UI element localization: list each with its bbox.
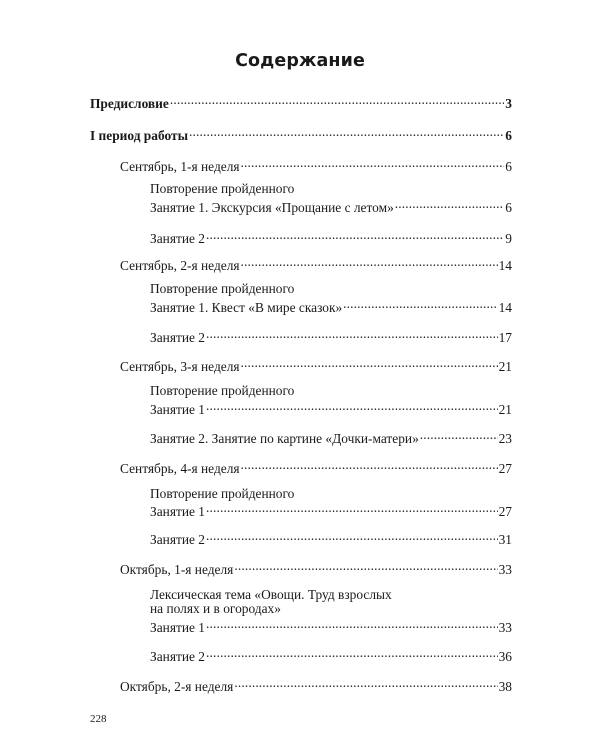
toc-leader	[241, 355, 498, 371]
toc-entry[interactable]	[150, 196, 512, 216]
toc-entry[interactable]	[150, 296, 512, 316]
toc-entry-page: 6	[505, 128, 512, 143]
toc-leader	[206, 645, 498, 661]
toc-entry-text: Занятие 2	[150, 532, 205, 547]
toc-entry[interactable]	[150, 326, 512, 346]
toc-entry-page: 38	[498, 679, 512, 694]
page-title: Содержание	[235, 51, 365, 71]
toc-entry[interactable]	[150, 616, 512, 636]
toc-leader	[234, 675, 497, 691]
toc-leader	[420, 427, 498, 443]
toc-entry-page: 17	[498, 330, 512, 345]
toc-entry[interactable]	[150, 227, 512, 247]
toc-leader	[343, 296, 497, 312]
toc-entry[interactable]	[90, 92, 512, 112]
toc-entry[interactable]	[90, 124, 512, 144]
toc-leader	[395, 196, 505, 212]
toc-entry-text: Сентябрь, 2-я неделя	[120, 258, 240, 273]
toc-entry-text: Занятие 1	[150, 504, 205, 519]
toc-entry-page: 27	[498, 504, 512, 519]
toc-entry-page: 33	[498, 620, 512, 635]
toc-entry-page: 6	[505, 159, 512, 174]
page-number: 228	[90, 713, 107, 725]
toc-entry-heading: на полях и в огородах»	[150, 601, 281, 616]
toc-entry-text: Занятие 2	[150, 649, 205, 664]
toc-leader	[234, 558, 497, 574]
toc-entry-text: Занятие 1	[150, 402, 205, 417]
toc-entry-page: 14	[498, 258, 512, 273]
toc-entry[interactable]	[120, 675, 512, 695]
toc-leader	[206, 227, 504, 243]
toc-entry-heading: Лексическая тема «Овощи. Труд взрослых	[150, 587, 392, 602]
toc-leader	[241, 155, 505, 171]
toc-entry[interactable]	[150, 427, 512, 447]
toc-leader	[170, 92, 504, 108]
toc-entry-page: 21	[498, 359, 512, 374]
toc-leader	[241, 254, 498, 270]
toc-entry-page: 9	[505, 231, 512, 246]
toc-entry-page: 3	[505, 96, 512, 111]
toc-entry-page: 36	[498, 649, 512, 664]
toc-entry[interactable]	[150, 500, 512, 520]
toc-entry[interactable]	[120, 355, 512, 375]
toc-entry-text: Сентябрь, 3-я неделя	[120, 359, 240, 374]
toc-leader	[206, 528, 498, 544]
toc-entry-page: 23	[498, 431, 512, 446]
toc-entry-text: Предисловие	[90, 96, 169, 111]
toc-entry-page: 14	[498, 300, 512, 315]
toc-entry[interactable]	[120, 155, 512, 175]
toc-leader	[206, 616, 498, 632]
toc-leader	[189, 124, 504, 140]
toc-entry-page: 6	[505, 200, 512, 215]
toc-entry-page: 27	[498, 461, 512, 476]
toc-entry[interactable]	[120, 558, 512, 578]
toc-entry-page: 33	[498, 562, 512, 577]
toc-entry-heading: Повторение пройденного	[150, 486, 295, 501]
toc-entry-text: Занятие 2. Занятие по картине «Дочки-матери»	[150, 431, 419, 446]
toc-entry-text: Сентябрь, 1-я неделя	[120, 159, 240, 174]
toc-leader	[241, 457, 498, 473]
toc-entry-text: Занятие 1. Экскурсия «Прощание с летом»	[150, 200, 394, 215]
toc-entry-heading: Повторение пройденного	[150, 383, 295, 398]
toc-entry-text: Занятие 1. Квест «В мире сказок»	[150, 300, 343, 315]
toc-entry-heading: Повторение пройденного	[150, 281, 295, 296]
toc-entry-text: Октябрь, 1-я неделя	[120, 562, 234, 577]
toc-leader	[206, 398, 498, 414]
toc-entry[interactable]	[120, 457, 512, 477]
toc-leader	[206, 326, 498, 342]
toc-entry[interactable]	[150, 528, 512, 548]
toc-entry[interactable]	[150, 645, 512, 665]
toc-entry-text: Занятие 2	[150, 231, 205, 246]
toc-entry[interactable]	[120, 254, 512, 274]
toc-leader	[206, 500, 498, 516]
toc-entry-text: Занятие 2	[150, 330, 205, 345]
toc-entry-heading: Повторение пройденного	[150, 181, 295, 196]
toc-entry-page: 21	[498, 402, 512, 417]
toc-entry-text: Занятие 1	[150, 620, 205, 635]
toc-entry[interactable]	[150, 398, 512, 418]
toc-entry-text: Сентябрь, 4-я неделя	[120, 461, 240, 476]
toc-entry-page: 31	[498, 532, 512, 547]
toc-entry-text: Октябрь, 2-я неделя	[120, 679, 234, 694]
toc-entry-text: I период работы	[90, 128, 189, 143]
